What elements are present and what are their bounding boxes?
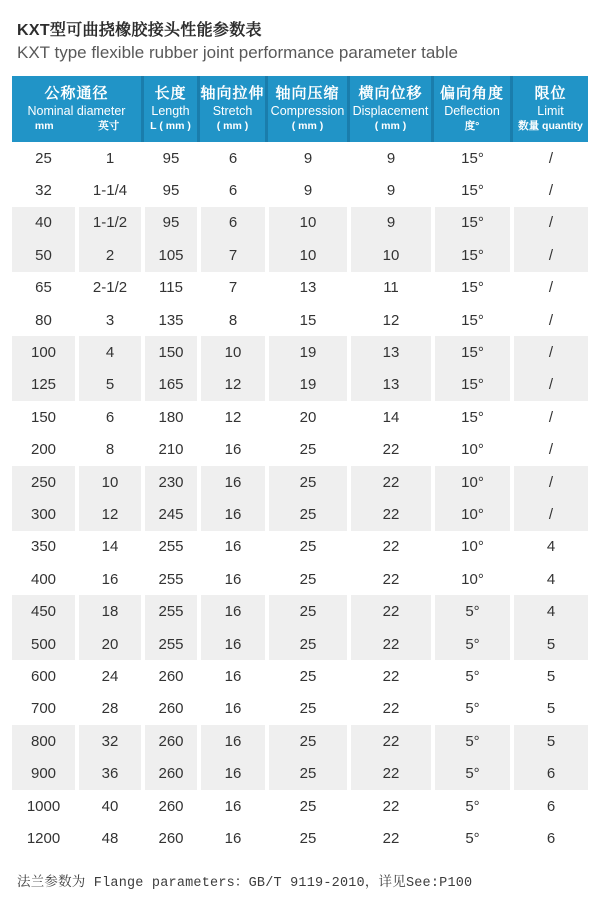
- table-cell: 260: [141, 822, 197, 854]
- table-row: [12, 628, 588, 660]
- table-cell: 400: [12, 563, 75, 595]
- table-cell: 13: [265, 272, 347, 304]
- table-cell: 19: [265, 336, 347, 368]
- table-cell: 255: [141, 628, 197, 660]
- table-cell: 25: [265, 498, 347, 530]
- table-cell: 16: [197, 531, 265, 563]
- table-cell: 260: [141, 725, 197, 757]
- table-cell: 10: [75, 466, 141, 498]
- table-cell: 22: [347, 466, 431, 498]
- table-cell: 1-1/4: [75, 174, 141, 206]
- table-cell: 7: [197, 272, 265, 304]
- table-cell: 40: [12, 207, 75, 239]
- table-cell: 255: [141, 563, 197, 595]
- table-cell: 22: [347, 757, 431, 789]
- table-cell: 22: [347, 531, 431, 563]
- table-cell: 150: [141, 336, 197, 368]
- table-cell: 350: [12, 531, 75, 563]
- table-cell: 15°: [431, 369, 510, 401]
- table-cell: 1200: [12, 822, 75, 854]
- table-cell: /: [510, 239, 588, 271]
- table-row: [12, 822, 588, 854]
- table-cell: /: [510, 498, 588, 530]
- column-header-deflection: 偏向角度 Deflection 度°: [431, 76, 510, 142]
- table-cell: 16: [197, 790, 265, 822]
- table-cell: 260: [141, 790, 197, 822]
- table-row: [12, 369, 588, 401]
- table-cell: 9: [347, 207, 431, 239]
- table-cell: 95: [141, 174, 197, 206]
- table-cell: 500: [12, 628, 75, 660]
- table-cell: 250: [12, 466, 75, 498]
- table-cell: 4: [510, 595, 588, 627]
- table-cell: 10: [347, 239, 431, 271]
- table-cell: 260: [141, 660, 197, 692]
- table-cell: 4: [510, 531, 588, 563]
- table-cell: 115: [141, 272, 197, 304]
- table-row: [12, 272, 588, 304]
- table-cell: 22: [347, 790, 431, 822]
- footer-note: 法兰参数为 Flange parameters：GB/T 9119-2010，详见See:P100: [17, 875, 473, 891]
- table-cell: 16: [197, 628, 265, 660]
- table-cell: /: [510, 304, 588, 336]
- table-cell: /: [510, 434, 588, 466]
- table-cell: 800: [12, 725, 75, 757]
- table-row: [12, 757, 588, 789]
- table-cell: 25: [265, 725, 347, 757]
- table-cell: 25: [265, 466, 347, 498]
- table-cell: 10: [197, 336, 265, 368]
- column-header-nominal-diameter: 公称通径 Nominal diameter mm 英寸: [12, 76, 141, 142]
- table-cell: 12: [197, 401, 265, 433]
- table-cell: 16: [197, 595, 265, 627]
- table-cell: 600: [12, 660, 75, 692]
- table-cell: 50: [12, 239, 75, 271]
- table-cell: 13: [347, 336, 431, 368]
- table-cell: 8: [197, 304, 265, 336]
- table-cell: 5°: [431, 757, 510, 789]
- table-cell: 2: [75, 239, 141, 271]
- table-cell: 9: [347, 174, 431, 206]
- table-cell: 95: [141, 207, 197, 239]
- table-body: [12, 142, 588, 855]
- table-cell: /: [510, 272, 588, 304]
- table-cell: 6: [197, 174, 265, 206]
- table-cell: 260: [141, 693, 197, 725]
- column-header-stretch: 轴向拉伸 Stretch ( mm ): [197, 76, 265, 142]
- table-cell: 25: [265, 822, 347, 854]
- table-cell: 22: [347, 725, 431, 757]
- table-cell: 9: [265, 174, 347, 206]
- table-row: [12, 693, 588, 725]
- table-cell: /: [510, 401, 588, 433]
- table-row: [12, 142, 588, 174]
- table-cell: 5: [510, 725, 588, 757]
- table-cell: 5: [510, 693, 588, 725]
- table-cell: 105: [141, 239, 197, 271]
- table-cell: 6: [510, 790, 588, 822]
- table-cell: 10: [265, 239, 347, 271]
- table-cell: 32: [75, 725, 141, 757]
- table-row: [12, 790, 588, 822]
- table-cell: 15°: [431, 142, 510, 174]
- table-cell: 15°: [431, 207, 510, 239]
- table-cell: 8: [75, 434, 141, 466]
- table-cell: 36: [75, 757, 141, 789]
- table-cell: 15°: [431, 401, 510, 433]
- table-cell: 200: [12, 434, 75, 466]
- table-cell: 22: [347, 563, 431, 595]
- table-cell: 16: [197, 725, 265, 757]
- table-cell: 12: [197, 369, 265, 401]
- table-cell: 22: [347, 498, 431, 530]
- table-cell: 16: [197, 757, 265, 789]
- table-cell: /: [510, 142, 588, 174]
- table-cell: 24: [75, 660, 141, 692]
- table-cell: /: [510, 336, 588, 368]
- table-cell: 9: [347, 142, 431, 174]
- table-cell: 14: [347, 401, 431, 433]
- table-cell: 100: [12, 336, 75, 368]
- table-row: [12, 304, 588, 336]
- table-cell: 25: [265, 434, 347, 466]
- performance-parameter-table: [12, 76, 588, 855]
- table-cell: 10°: [431, 498, 510, 530]
- table-cell: 260: [141, 757, 197, 789]
- table-cell: 12: [75, 498, 141, 530]
- table-cell: 450: [12, 595, 75, 627]
- table-cell: 25: [265, 790, 347, 822]
- table-row: [12, 563, 588, 595]
- table-cell: 2-1/2: [75, 272, 141, 304]
- table-cell: 25: [265, 595, 347, 627]
- table-cell: 15°: [431, 304, 510, 336]
- table-cell: 6: [510, 757, 588, 789]
- table-cell: 15°: [431, 336, 510, 368]
- table-row: [12, 531, 588, 563]
- table-cell: 5°: [431, 660, 510, 692]
- table-cell: 28: [75, 693, 141, 725]
- table-cell: 16: [197, 822, 265, 854]
- table-row: [12, 660, 588, 692]
- table-cell: 25: [265, 531, 347, 563]
- column-header-length: 长度 Length L ( mm ): [141, 76, 197, 142]
- table-row: [12, 401, 588, 433]
- table-cell: 95: [141, 142, 197, 174]
- table-cell: 3: [75, 304, 141, 336]
- table-cell: 15°: [431, 239, 510, 271]
- table-header: [12, 76, 588, 142]
- table-row: [12, 434, 588, 466]
- table-row: [12, 207, 588, 239]
- table-cell: 20: [75, 628, 141, 660]
- table-cell: 16: [197, 498, 265, 530]
- table-cell: 25: [265, 693, 347, 725]
- table-cell: /: [510, 466, 588, 498]
- table-cell: 1-1/2: [75, 207, 141, 239]
- table-cell: 1: [75, 142, 141, 174]
- table-cell: 245: [141, 498, 197, 530]
- table-cell: 4: [510, 563, 588, 595]
- table-row: [12, 498, 588, 530]
- table-cell: 1000: [12, 790, 75, 822]
- table-cell: 15°: [431, 272, 510, 304]
- table-cell: 25: [265, 757, 347, 789]
- table-cell: 10°: [431, 531, 510, 563]
- table-cell: 125: [12, 369, 75, 401]
- table-cell: 22: [347, 595, 431, 627]
- table-cell: 10°: [431, 466, 510, 498]
- table-cell: 7: [197, 239, 265, 271]
- table-cell: 16: [197, 466, 265, 498]
- column-header-compression: 轴向压缩 Compression ( mm ): [265, 76, 347, 142]
- table-cell: /: [510, 207, 588, 239]
- table-row: [12, 725, 588, 757]
- table-cell: 14: [75, 531, 141, 563]
- table-cell: 255: [141, 595, 197, 627]
- table-row: [12, 336, 588, 368]
- table-cell: 25: [265, 660, 347, 692]
- table-cell: 6: [197, 207, 265, 239]
- table-cell: 10°: [431, 563, 510, 595]
- table-cell: 20: [265, 401, 347, 433]
- table-cell: 22: [347, 628, 431, 660]
- table-cell: 5: [510, 660, 588, 692]
- table-cell: 16: [197, 660, 265, 692]
- table-cell: 5°: [431, 790, 510, 822]
- table-cell: 12: [347, 304, 431, 336]
- table-cell: 25: [12, 142, 75, 174]
- table-cell: 9: [265, 142, 347, 174]
- table-cell: /: [510, 369, 588, 401]
- table-cell: 165: [141, 369, 197, 401]
- table-cell: 16: [197, 693, 265, 725]
- table-cell: 22: [347, 693, 431, 725]
- table-row: [12, 239, 588, 271]
- table-cell: 22: [347, 822, 431, 854]
- table-cell: 40: [75, 790, 141, 822]
- table-cell: 255: [141, 531, 197, 563]
- table-cell: 180: [141, 401, 197, 433]
- table-cell: 13: [347, 369, 431, 401]
- table-cell: 700: [12, 693, 75, 725]
- table-cell: 4: [75, 336, 141, 368]
- column-header-displacement: 横向位移 Displacement ( mm ): [347, 76, 431, 142]
- header-row: [12, 76, 588, 142]
- page-title-en: KXT type flexible rubber joint performance parameter table: [17, 43, 458, 62]
- table-cell: 300: [12, 498, 75, 530]
- table-cell: 80: [12, 304, 75, 336]
- table-cell: /: [510, 174, 588, 206]
- table-cell: 5°: [431, 725, 510, 757]
- table-cell: 135: [141, 304, 197, 336]
- table-cell: 16: [197, 563, 265, 595]
- table-cell: 19: [265, 369, 347, 401]
- table-cell: 6: [75, 401, 141, 433]
- table-row: [12, 174, 588, 206]
- column-header-limit: 限位 Limit 数量 quantity: [510, 76, 588, 142]
- table-cell: 6: [510, 822, 588, 854]
- table-cell: 5: [510, 628, 588, 660]
- table-cell: 10°: [431, 434, 510, 466]
- table-cell: 22: [347, 434, 431, 466]
- table-cell: 48: [75, 822, 141, 854]
- table-cell: 16: [197, 434, 265, 466]
- table-cell: 65: [12, 272, 75, 304]
- table-cell: 5°: [431, 693, 510, 725]
- table-row: [12, 466, 588, 498]
- table-cell: 16: [75, 563, 141, 595]
- table-cell: 25: [265, 563, 347, 595]
- table-cell: 210: [141, 434, 197, 466]
- table-cell: 5: [75, 369, 141, 401]
- table-cell: 10: [265, 207, 347, 239]
- table-cell: 15°: [431, 174, 510, 206]
- table-cell: 5°: [431, 822, 510, 854]
- table-cell: 18: [75, 595, 141, 627]
- table-cell: 5°: [431, 628, 510, 660]
- table-cell: 900: [12, 757, 75, 789]
- column-subunits: mm 英寸: [34, 120, 120, 132]
- table-cell: 11: [347, 272, 431, 304]
- table-cell: 25: [265, 628, 347, 660]
- table-cell: 150: [12, 401, 75, 433]
- table-cell: 15: [265, 304, 347, 336]
- table-row: [12, 595, 588, 627]
- table-cell: 22: [347, 660, 431, 692]
- table-cell: 32: [12, 174, 75, 206]
- page-title-zh: KXT型可曲挠橡胶接头性能参数表: [17, 22, 262, 39]
- table-cell: 5°: [431, 595, 510, 627]
- table-cell: 230: [141, 466, 197, 498]
- table-cell: 6: [197, 142, 265, 174]
